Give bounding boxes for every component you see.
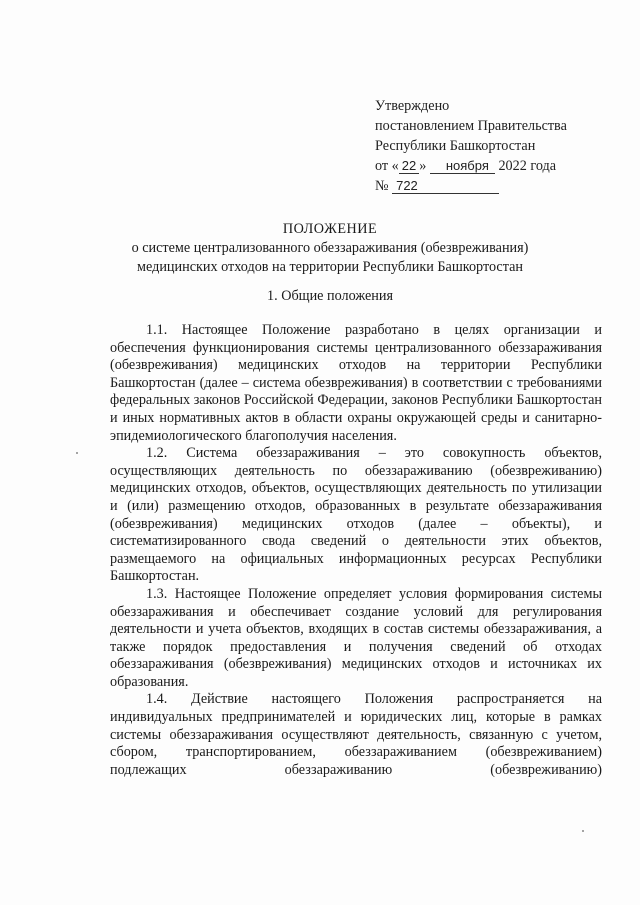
- paragraph-1-3: 1.3. Настоящее Положение определяет условия формирования системы обеззараживания и обеспечивает создание условий для регулирования деятельности и учета объектов, входящих в состав системы обеззараживания, а также порядок предоставления и получения сведений об отходах обеззараживания (обезвреживания) медицинских отходов и источниках их образования.: [110, 585, 602, 690]
- approval-republic: Республики Башкортостан: [375, 138, 536, 154]
- approval-label: Утверждено: [375, 98, 450, 114]
- approval-date: от « 22 » ноября 2022 года: [375, 158, 557, 174]
- approval-month: ноября: [430, 158, 495, 174]
- scan-speck: [76, 452, 78, 454]
- document-subtitle-2: медицинских отходов на территории Республики Башкортостан: [137, 259, 523, 275]
- document-title: [110, 220, 550, 277]
- approval-number-line: № 722: [375, 176, 615, 196]
- document-subtitle-1: о системе централизованного обеззараживания (обезвреживания): [131, 240, 529, 256]
- paragraph-1-2: 1.2. Система обеззараживания – это совокупность объектов, осуществляющих деятельность по обеззараживанию (обезвреживанию) медицинских отходов, объектов, осуществляющих деятельность по утилизации и (или) размещению отходов, образованных в результате обеззараживания (обезвреживания) медицинских отходов (далее – объекты), и систематизированного свода сведений о деятельности этих объектов, размещаемого на официальных информационных ресурсах Республики Башкортостан.: [110, 445, 602, 585]
- approval-day: 22: [399, 158, 419, 174]
- approval-number: 722: [392, 178, 499, 194]
- document-body: [110, 322, 602, 779]
- paragraph-1-1: 1.1. Настоящее Положение разработано в целях организации и обеспечения функционирования системы централизованного обеззараживания (обезвреживания) медицинских отходов на территории Республики Башкортостан (далее – система обезвреживания) в соответствии с требованиями федеральных законов Российской Федерации, законов Республики Башкортостан и иных нормативных актов в области охраны окружающей среды и санитарно-эпидемиологического благополучия населения.: [110, 322, 602, 444]
- document-heading: ПОЛОЖЕНИЕ: [282, 221, 378, 237]
- scan-speck: [582, 830, 584, 832]
- section-heading: 1. Общие положения: [267, 288, 393, 304]
- approval-year: 2022 года: [498, 158, 557, 174]
- approval-resolution: постановлением Правительства: [375, 118, 567, 134]
- approval-stamp: [375, 96, 615, 196]
- paragraph-1-4: 1.4. Действие настоящего Положения распространяется на индивидуальных предпринимателей и юридических лиц, которые в рамках системы обеззараживания осуществляют деятельность, связанную с учетом, сбором, транспортированием, обеззараживанием (обезвреживанием) подлежащих обеззараживанию (обезвреживанию): [110, 691, 602, 778]
